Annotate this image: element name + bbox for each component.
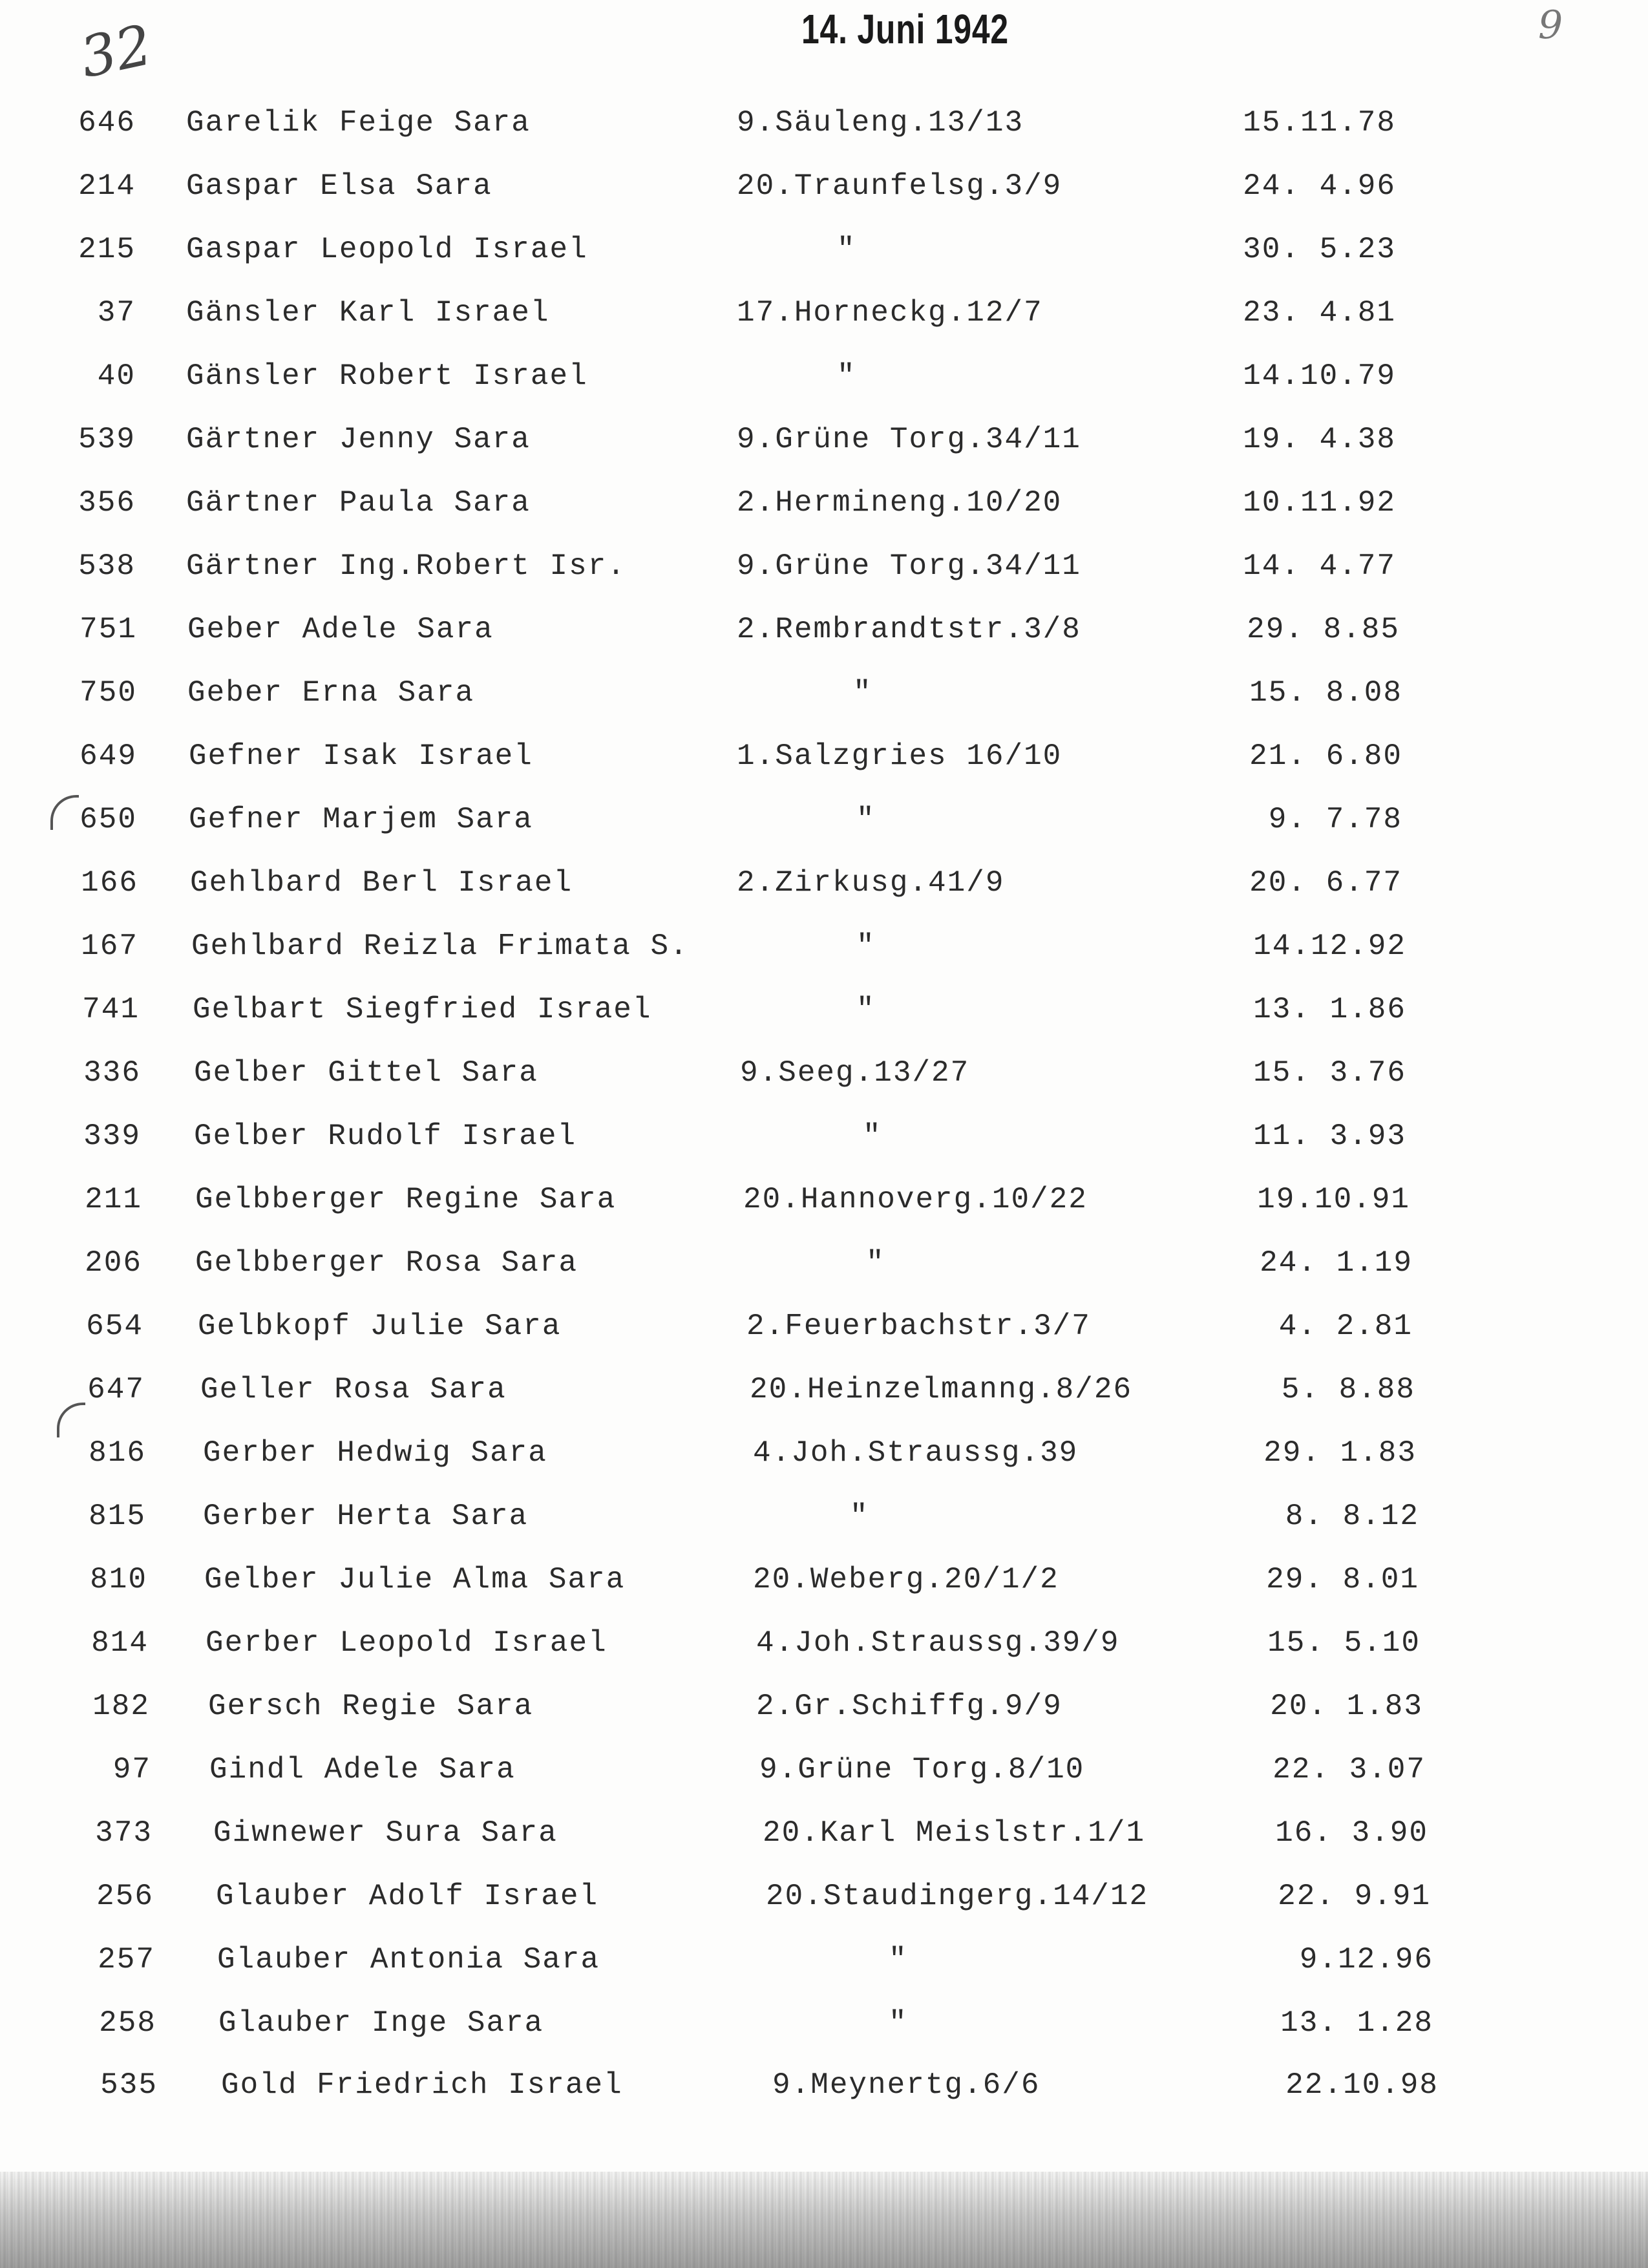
entry-number: 750 bbox=[79, 676, 137, 710]
person-name: Glauber Antonia Sara bbox=[217, 1943, 600, 1977]
person-name: Garelik Feige Sara bbox=[186, 106, 531, 140]
list-row bbox=[0, 350, 1648, 402]
address: 9.Grüne Torg.8/10 bbox=[759, 1753, 1085, 1786]
address: 2.Rembrandtstr.3/8 bbox=[737, 613, 1081, 646]
list-row bbox=[0, 97, 1648, 149]
entry-number: 654 bbox=[86, 1309, 143, 1343]
address: 2.Zirkusg.41/9 bbox=[737, 866, 1005, 900]
address: 1.Salzgries 16/10 bbox=[737, 739, 1062, 773]
address: 20.Staudingerg.14/12 bbox=[766, 1880, 1149, 1913]
address-ditto-mark: " bbox=[853, 676, 872, 710]
birth-date: 22. 9.91 bbox=[1278, 1880, 1431, 1913]
person-name: Gaspar Elsa Sara bbox=[186, 169, 492, 203]
entry-number: 336 bbox=[83, 1056, 141, 1090]
address-ditto-mark: " bbox=[837, 359, 856, 393]
birth-date: 15. 3.76 bbox=[1253, 1056, 1406, 1090]
entry-number: 751 bbox=[79, 613, 137, 646]
entry-number: 40 bbox=[97, 359, 136, 393]
birth-date: 4. 2.81 bbox=[1278, 1309, 1413, 1343]
person-name: Gehlbard Reizla Frimata S. bbox=[191, 929, 689, 963]
list-row bbox=[0, 1364, 1648, 1415]
birth-date: 16. 3.90 bbox=[1275, 1816, 1428, 1850]
birth-date: 15.11.78 bbox=[1243, 106, 1396, 140]
list-row bbox=[0, 1997, 1648, 2049]
entry-number: 647 bbox=[87, 1373, 145, 1406]
address: 4.Joh.Straussg.39 bbox=[753, 1436, 1079, 1470]
entry-number: 37 bbox=[97, 296, 136, 330]
birth-date: 22. 3.07 bbox=[1273, 1753, 1426, 1786]
list-row bbox=[0, 1744, 1648, 1796]
address-ditto-mark: " bbox=[863, 1119, 882, 1153]
birth-date: 20. 6.77 bbox=[1249, 866, 1402, 900]
birth-date: 9.12.96 bbox=[1299, 1943, 1433, 1977]
birth-date: 11. 3.93 bbox=[1253, 1119, 1406, 1153]
address-ditto-mark: " bbox=[850, 1500, 869, 1533]
person-name: Gefner Marjem Sara bbox=[189, 803, 533, 836]
list-row bbox=[0, 984, 1648, 1035]
birth-date: 9. 7.78 bbox=[1268, 803, 1402, 836]
birth-date: 20. 1.83 bbox=[1270, 1690, 1423, 1723]
list-row bbox=[0, 794, 1648, 845]
person-name: Gerber Leopold Israel bbox=[206, 1626, 607, 1660]
address-ditto-mark: " bbox=[856, 803, 876, 836]
birth-date: 24. 1.19 bbox=[1260, 1246, 1413, 1280]
address: 20.Traunfelsg.3/9 bbox=[737, 169, 1062, 203]
list-row bbox=[0, 1871, 1648, 1922]
address: 9.Grüne Torg.34/11 bbox=[737, 549, 1081, 583]
birth-date: 5. 8.88 bbox=[1281, 1373, 1415, 1406]
list-row bbox=[0, 1300, 1648, 1352]
person-name: Gänsler Robert Israel bbox=[186, 359, 588, 393]
list-row bbox=[0, 2059, 1648, 2111]
list-row bbox=[0, 1237, 1648, 1289]
person-name: Gärtner Ing.Robert Isr. bbox=[186, 549, 626, 583]
address: 4.Joh.Straussg.39/9 bbox=[756, 1626, 1120, 1660]
person-name: Gelbberger Regine Sara bbox=[195, 1183, 617, 1216]
person-name: Geber Adele Sara bbox=[187, 613, 494, 646]
entry-number: 649 bbox=[79, 739, 137, 773]
entry-number: 373 bbox=[95, 1816, 153, 1850]
list-row bbox=[0, 1110, 1648, 1162]
entry-number: 211 bbox=[85, 1183, 142, 1216]
birth-date: 13. 1.28 bbox=[1280, 2006, 1433, 2040]
address-ditto-mark: " bbox=[889, 2006, 908, 2040]
person-name: Geber Erna Sara bbox=[187, 676, 475, 710]
birth-date: 14.12.92 bbox=[1253, 929, 1406, 963]
address: 2.Feuerbachstr.3/7 bbox=[746, 1309, 1091, 1343]
entry-number: 97 bbox=[112, 1753, 151, 1786]
list-row bbox=[0, 540, 1648, 592]
person-name: Glauber Adolf Israel bbox=[216, 1880, 599, 1913]
birth-date: 29. 8.85 bbox=[1247, 613, 1400, 646]
entry-number: 538 bbox=[78, 549, 136, 583]
person-name: Gelbberger Rosa Sara bbox=[195, 1246, 578, 1280]
list-row bbox=[0, 730, 1648, 782]
person-name: Geller Rosa Sara bbox=[200, 1373, 507, 1406]
handwritten-page-number: 32 bbox=[74, 12, 158, 91]
birth-date: 10.11.92 bbox=[1243, 486, 1396, 520]
entry-number: 339 bbox=[83, 1119, 141, 1153]
list-row bbox=[0, 160, 1648, 212]
entry-number: 814 bbox=[91, 1626, 149, 1660]
person-name: Giwnewer Sura Sara bbox=[213, 1816, 558, 1850]
person-name: Gärtner Paula Sara bbox=[186, 486, 531, 520]
person-name: Gaspar Leopold Israel bbox=[186, 233, 588, 266]
entry-number: 650 bbox=[79, 803, 137, 836]
entry-number: 646 bbox=[78, 106, 136, 140]
birth-date: 23. 4.81 bbox=[1243, 296, 1396, 330]
birth-date: 22.10.98 bbox=[1285, 2068, 1439, 2102]
list-row bbox=[0, 287, 1648, 339]
person-name: Gold Friedrich Israel bbox=[221, 2068, 623, 2102]
scan-edge-noise bbox=[0, 2172, 1648, 2268]
person-name: Gelbkopf Julie Sara bbox=[198, 1309, 562, 1343]
list-row bbox=[0, 1807, 1648, 1859]
list-row bbox=[0, 920, 1648, 972]
stamped-date: 14. Juni 1942 bbox=[801, 6, 1009, 52]
entry-number: 810 bbox=[90, 1563, 147, 1596]
birth-date: 30. 5.23 bbox=[1243, 233, 1396, 266]
address: 9.Seeg.13/27 bbox=[740, 1056, 970, 1090]
address: 20.Heinzelmanng.8/26 bbox=[750, 1373, 1133, 1406]
birth-date: 14. 4.77 bbox=[1243, 549, 1396, 583]
person-name: Gelber Gittel Sara bbox=[194, 1056, 538, 1090]
address: 9.Grüne Torg.34/11 bbox=[737, 423, 1081, 456]
list-row bbox=[0, 477, 1648, 529]
entry-number: 258 bbox=[99, 2006, 156, 2040]
address: 20.Weberg.20/1/2 bbox=[753, 1563, 1059, 1596]
person-name: Gefner Isak Israel bbox=[189, 739, 533, 773]
address: 9.Säuleng.13/13 bbox=[737, 106, 1024, 140]
address-ditto-mark: " bbox=[837, 233, 856, 266]
person-name: Gehlbard Berl Israel bbox=[190, 866, 573, 900]
person-name: Gelber Rudolf Israel bbox=[194, 1119, 577, 1153]
list-row bbox=[0, 1617, 1648, 1669]
entry-number: 182 bbox=[92, 1690, 150, 1723]
entry-number: 535 bbox=[100, 2068, 158, 2102]
entry-number: 166 bbox=[81, 866, 138, 900]
person-name: Gelber Julie Alma Sara bbox=[204, 1563, 626, 1596]
list-row bbox=[0, 1427, 1648, 1479]
list-row bbox=[0, 224, 1648, 275]
list-row bbox=[0, 857, 1648, 909]
address-ditto-mark: " bbox=[856, 929, 876, 963]
address-ditto-mark: " bbox=[889, 1943, 908, 1977]
birth-date: 14.10.79 bbox=[1243, 359, 1396, 393]
birth-date: 19.10.91 bbox=[1257, 1183, 1410, 1216]
entry-number: 741 bbox=[82, 993, 140, 1026]
list-row bbox=[0, 1554, 1648, 1606]
address: 20.Karl Meislstr.1/1 bbox=[763, 1816, 1146, 1850]
birth-date: 29. 1.83 bbox=[1263, 1436, 1417, 1470]
address-ditto-mark: " bbox=[866, 1246, 885, 1280]
entry-number: 214 bbox=[78, 169, 136, 203]
list-row bbox=[0, 1047, 1648, 1099]
entry-number: 816 bbox=[89, 1436, 146, 1470]
list-row bbox=[0, 604, 1648, 655]
birth-date: 15. 8.08 bbox=[1249, 676, 1402, 710]
birth-date: 24. 4.96 bbox=[1243, 169, 1396, 203]
person-name: Glauber Inge Sara bbox=[218, 2006, 544, 2040]
person-name: Gindl Adele Sara bbox=[209, 1753, 516, 1786]
entry-number: 356 bbox=[78, 486, 136, 520]
list-row bbox=[0, 1490, 1648, 1542]
address: 17.Horneckg.12/7 bbox=[737, 296, 1043, 330]
birth-date: 29. 8.01 bbox=[1266, 1563, 1419, 1596]
list-row bbox=[0, 1174, 1648, 1225]
entry-number: 815 bbox=[89, 1500, 146, 1533]
person-name: Gersch Regie Sara bbox=[208, 1690, 534, 1723]
birth-date: 19. 4.38 bbox=[1243, 423, 1396, 456]
list-row bbox=[0, 1934, 1648, 1986]
address-ditto-mark: " bbox=[856, 993, 876, 1026]
address: 20.Hannoverg.10/22 bbox=[743, 1183, 1088, 1216]
birth-date: 13. 1.86 bbox=[1253, 993, 1406, 1026]
birth-date: 15. 5.10 bbox=[1267, 1626, 1421, 1660]
entry-number: 256 bbox=[96, 1880, 154, 1913]
person-name: Gerber Hedwig Sara bbox=[203, 1436, 547, 1470]
list-row bbox=[0, 667, 1648, 719]
person-name: Gelbart Siegfried Israel bbox=[193, 993, 652, 1026]
entry-number: 215 bbox=[78, 233, 136, 266]
address: 9.Meynertg.6/6 bbox=[772, 2068, 1041, 2102]
person-name: Gänsler Karl Israel bbox=[186, 296, 550, 330]
birth-date: 21. 6.80 bbox=[1249, 739, 1402, 773]
entry-number: 206 bbox=[85, 1246, 142, 1280]
entry-number: 167 bbox=[81, 929, 138, 963]
person-name: Gärtner Jenny Sara bbox=[186, 423, 531, 456]
list-row bbox=[0, 414, 1648, 465]
birth-date: 8. 8.12 bbox=[1285, 1500, 1419, 1533]
entry-number: 539 bbox=[78, 423, 136, 456]
handwritten-corner-mark: 9 bbox=[1538, 3, 1563, 48]
entry-number: 257 bbox=[98, 1943, 155, 1977]
person-name: Gerber Herta Sara bbox=[203, 1500, 529, 1533]
list-row bbox=[0, 1680, 1648, 1732]
address: 2.Hermineng.10/20 bbox=[737, 486, 1062, 520]
address: 2.Gr.Schiffg.9/9 bbox=[756, 1690, 1062, 1723]
